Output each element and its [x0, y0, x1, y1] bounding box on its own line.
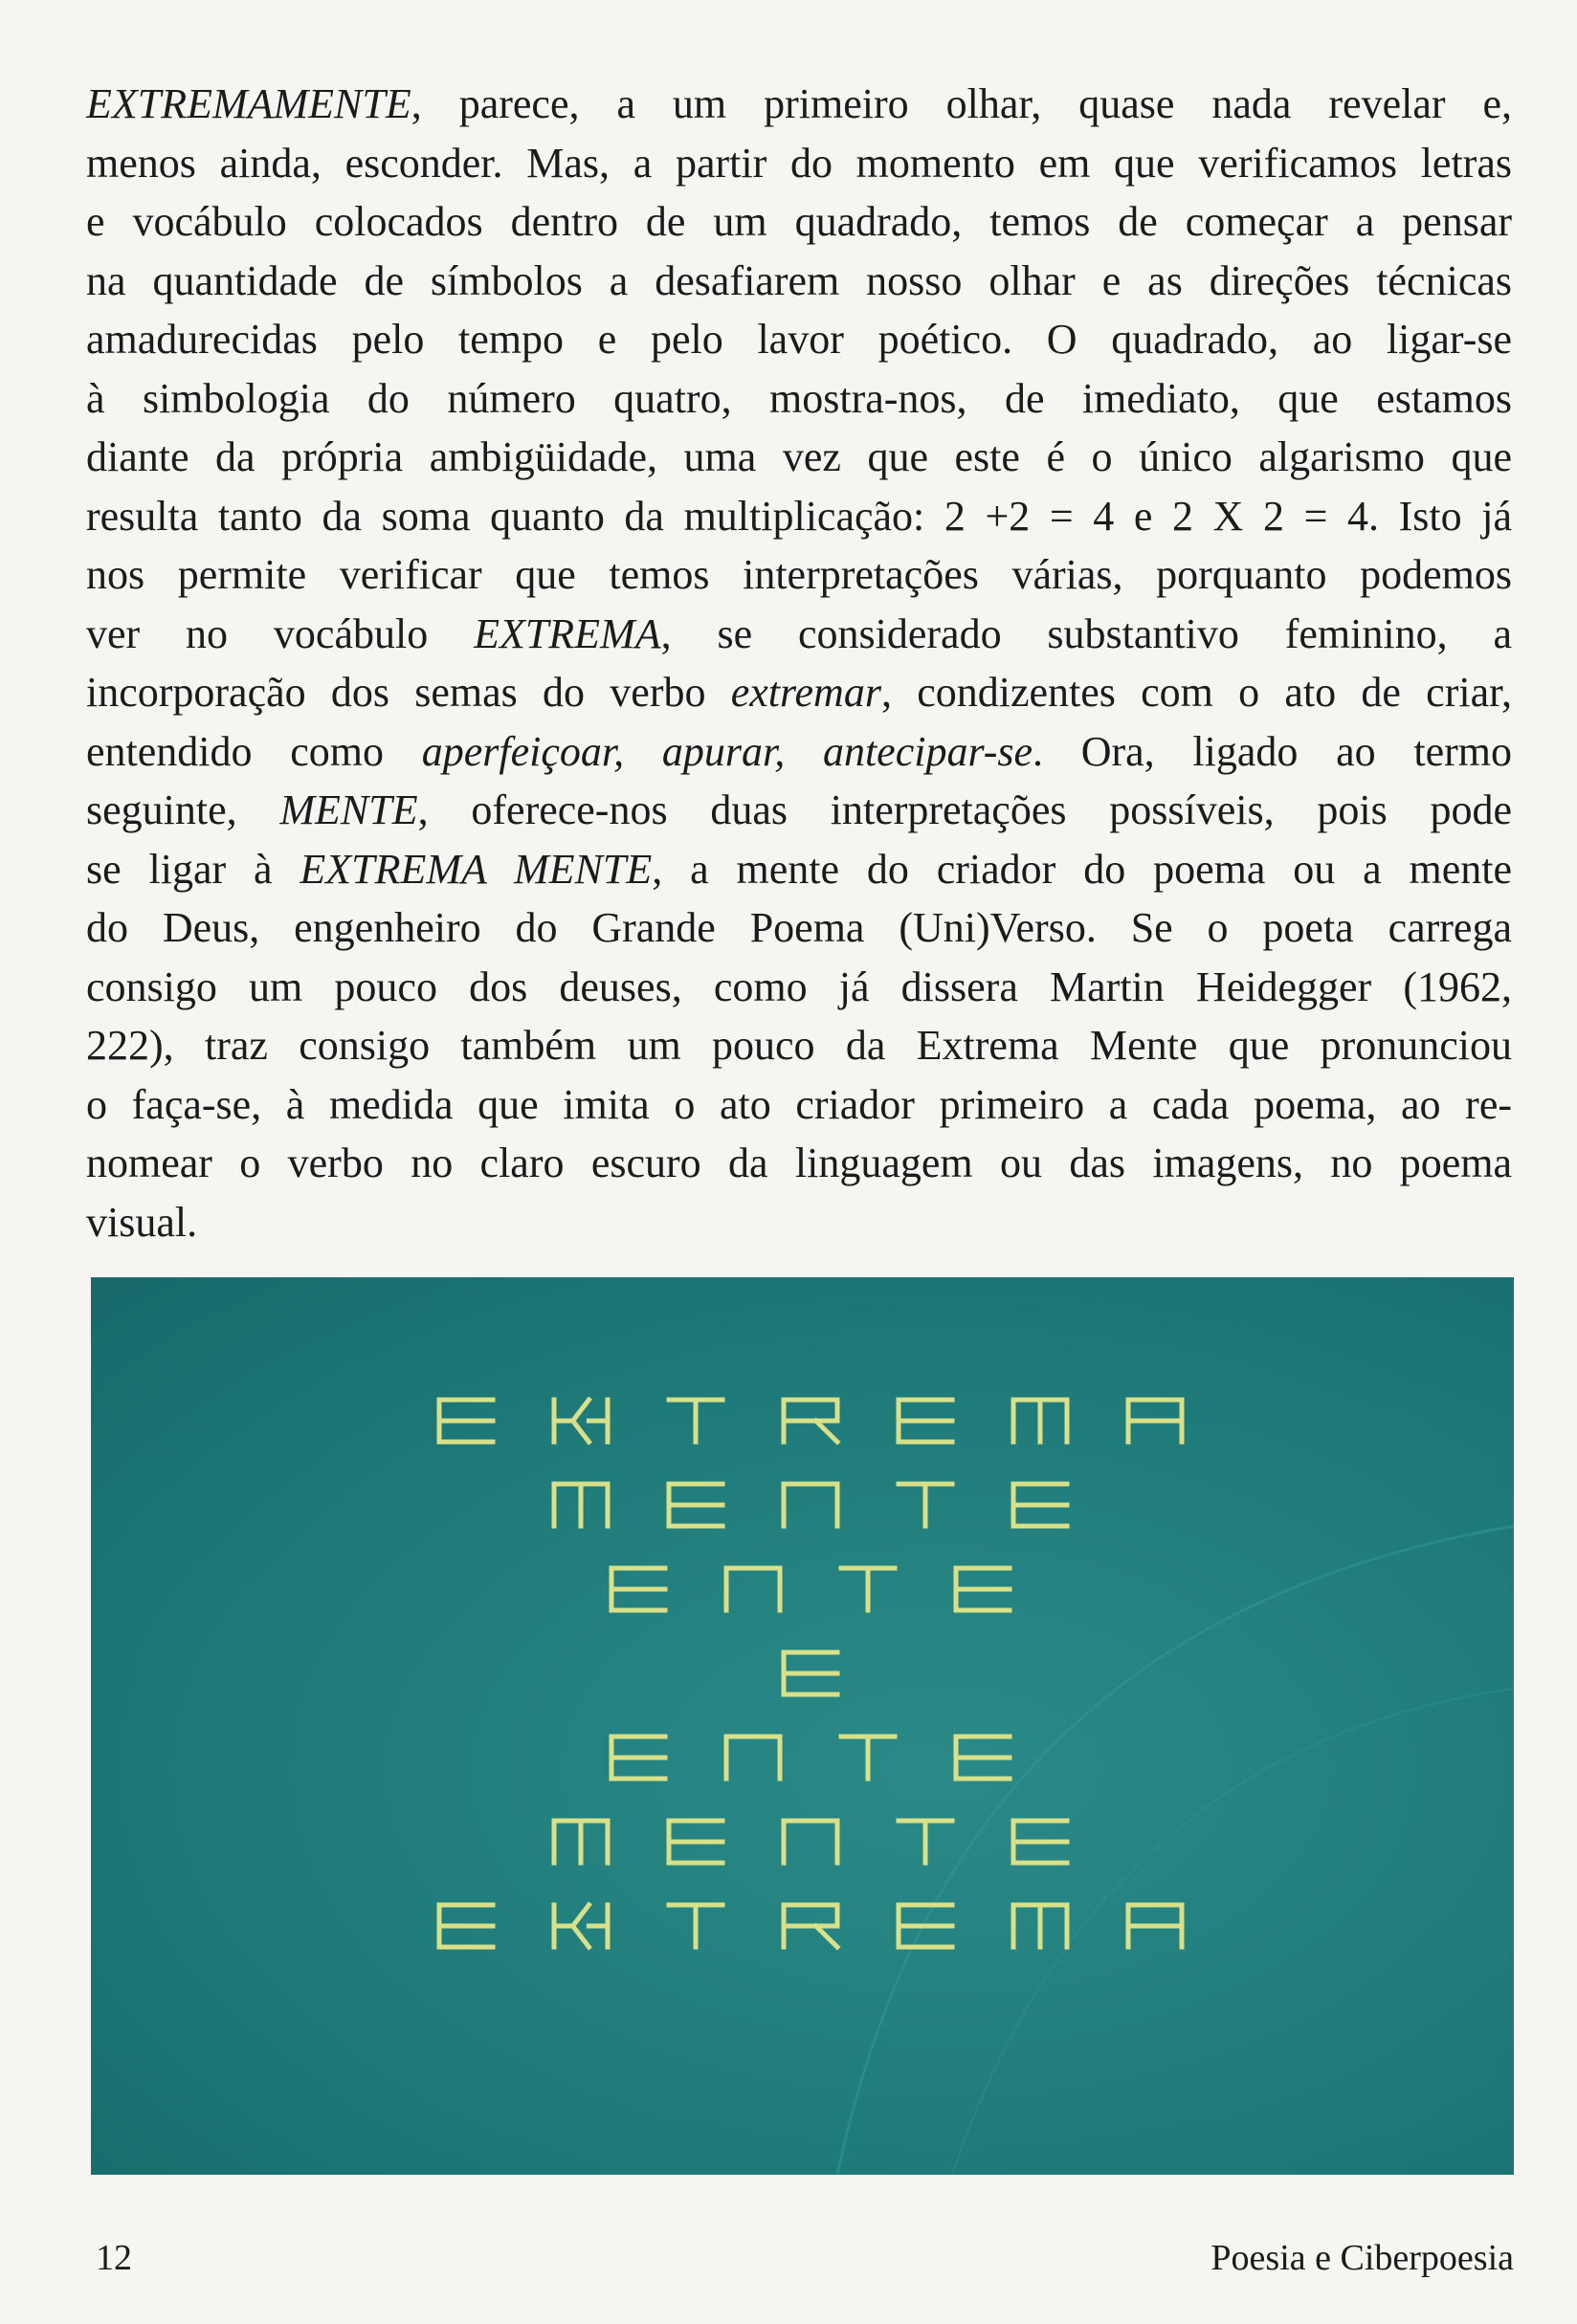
italic-term: EXTREMA [474, 609, 661, 657]
text-line [86, 192, 1512, 252]
poem-letter-r [784, 1905, 837, 1947]
text-line [86, 663, 1512, 722]
poem-letter-e [1013, 1484, 1067, 1526]
poem-letter-e [439, 1400, 493, 1442]
poem-letter-n [784, 1484, 837, 1526]
text-run: entendido como [86, 727, 422, 775]
text-run: , a mente do criador do poema ou a mente [652, 845, 1513, 893]
text-run: , condizentes com o ato de criar, [880, 669, 1512, 716]
text-run: do Deus, engenheiro do Grande Poema (Uni)Verso. Se o poeta carrega [86, 904, 1512, 951]
text-run: , se considerado substantivo feminino, a [660, 609, 1513, 657]
text-run: ver no vocábulo [86, 609, 475, 657]
italic-term: MENTE [279, 786, 418, 833]
text-run: menos ainda, esconder. Mas, a partir do momento em que verificamos letras [86, 139, 1512, 187]
poem-letter-t [899, 1484, 952, 1526]
text-line [86, 310, 1512, 369]
text-run: à simbologia do número quatro, mostra-nos, de imediato, que estamos [86, 374, 1512, 422]
text-line [86, 958, 1512, 1017]
text-run: 222), traz consigo também um pouco da Extrema Mente que pronunciou [86, 1022, 1512, 1069]
poem-letter-t [841, 1568, 895, 1610]
poem-letter-e [439, 1905, 493, 1947]
poem-letter-n [726, 1737, 780, 1779]
text-run: visual. [86, 1198, 198, 1246]
poem-letter-t [669, 1400, 722, 1442]
text-run: diante da própria ambigüidade, uma vez que este é o único algarismo que [86, 433, 1512, 480]
poem-letter-m [1013, 1400, 1067, 1442]
text-line [86, 1134, 1512, 1193]
poem-letter-e [611, 1737, 665, 1779]
text-line [86, 75, 1512, 134]
text-line [86, 898, 1512, 958]
text-line [86, 545, 1512, 605]
poem-letter-x [554, 1905, 608, 1947]
text-run: amadurecidas pelo tempo e pelo lavor poético. O quadrado, ao ligar-se [86, 316, 1512, 363]
page-number: 12 [96, 2238, 132, 2278]
poem-letter-e [899, 1905, 952, 1947]
poem-letter-e [669, 1821, 722, 1863]
poem-letter-e [956, 1568, 1010, 1610]
text-line [86, 840, 1512, 899]
poem-letter-a [1128, 1905, 1182, 1947]
text-run: . Ora, ligado ao termo [1033, 727, 1512, 775]
italic-term: EXTREMAMENTE [86, 80, 411, 127]
text-run: resulta tanto da soma quanto da multiplicação: 2 +2 = 4 e 2 X 2 = 4. Isto já [86, 492, 1512, 540]
poem-letter-e [784, 1652, 837, 1694]
text-run: , parece, a um primeiro olhar, quase nada revelar e, [411, 80, 1512, 127]
text-run: se ligar à [86, 845, 300, 893]
poem-letter-e [956, 1737, 1010, 1779]
poem-letter-e [669, 1484, 722, 1526]
text-run: incorporação dos semas do verbo [86, 669, 731, 716]
poem-letter-n [784, 1821, 837, 1863]
poem-letter-m [554, 1821, 608, 1863]
text-run: o faça-se, à medida que imita o ato criador primeiro a cada poema, ao re- [86, 1080, 1512, 1128]
text-line [86, 1075, 1512, 1135]
text-line [86, 134, 1512, 193]
text-line [86, 252, 1512, 311]
visual-poem-figure [91, 1277, 1514, 2175]
text-line [86, 605, 1512, 664]
visual-poem [91, 1277, 1514, 2175]
poem-letter-x [554, 1400, 608, 1442]
text-line [86, 487, 1512, 546]
text-line [86, 1016, 1512, 1075]
poem-letter-n [726, 1568, 780, 1610]
poem-letter-m [1013, 1905, 1067, 1947]
poem-letter-r [784, 1400, 837, 1442]
text-line [86, 722, 1512, 782]
italic-term: extremar [730, 669, 881, 716]
text-run: seguinte, [86, 786, 280, 833]
poem-letter-t [899, 1821, 952, 1863]
italic-term: aperfeiçoar, apurar, antecipar-se [421, 727, 1033, 775]
text-run: na quantidade de símbolos a desafiarem nosso olhar e as direções técnicas [86, 256, 1512, 304]
poem-letter-e [611, 1568, 665, 1610]
poem-letter-e [1013, 1821, 1067, 1863]
running-title: Poesia e Ciberpoesia [1211, 2238, 1514, 2278]
decorative-arc [837, 1526, 1514, 2175]
text-run: , oferece-nos duas interpretações possíveis, pois pode [417, 786, 1512, 833]
text-line [86, 369, 1512, 429]
poem-letter-e [899, 1400, 952, 1442]
text-run: e vocábulo colocados dentro de um quadrado, temos de começar a pensar [86, 198, 1512, 245]
text-line [86, 428, 1512, 487]
poem-letter-m [554, 1484, 608, 1526]
text-run: nos permite verificar que temos interpretações várias, porquanto podemos [86, 551, 1512, 598]
text-run: nomear o verbo no claro escuro da linguagem ou das imagens, no poema [86, 1140, 1512, 1186]
poem-letter-t [669, 1905, 722, 1947]
body-paragraph [86, 75, 1512, 1251]
text-line [86, 1193, 1512, 1252]
text-run: consigo um pouco dos deuses, como já dissera Martin Heidegger (1962, [86, 963, 1512, 1010]
poem-letter-a [1128, 1400, 1182, 1442]
poem-letter-t [841, 1737, 895, 1779]
italic-term: EXTREMA MENTE [300, 845, 653, 893]
text-line [86, 781, 1512, 840]
